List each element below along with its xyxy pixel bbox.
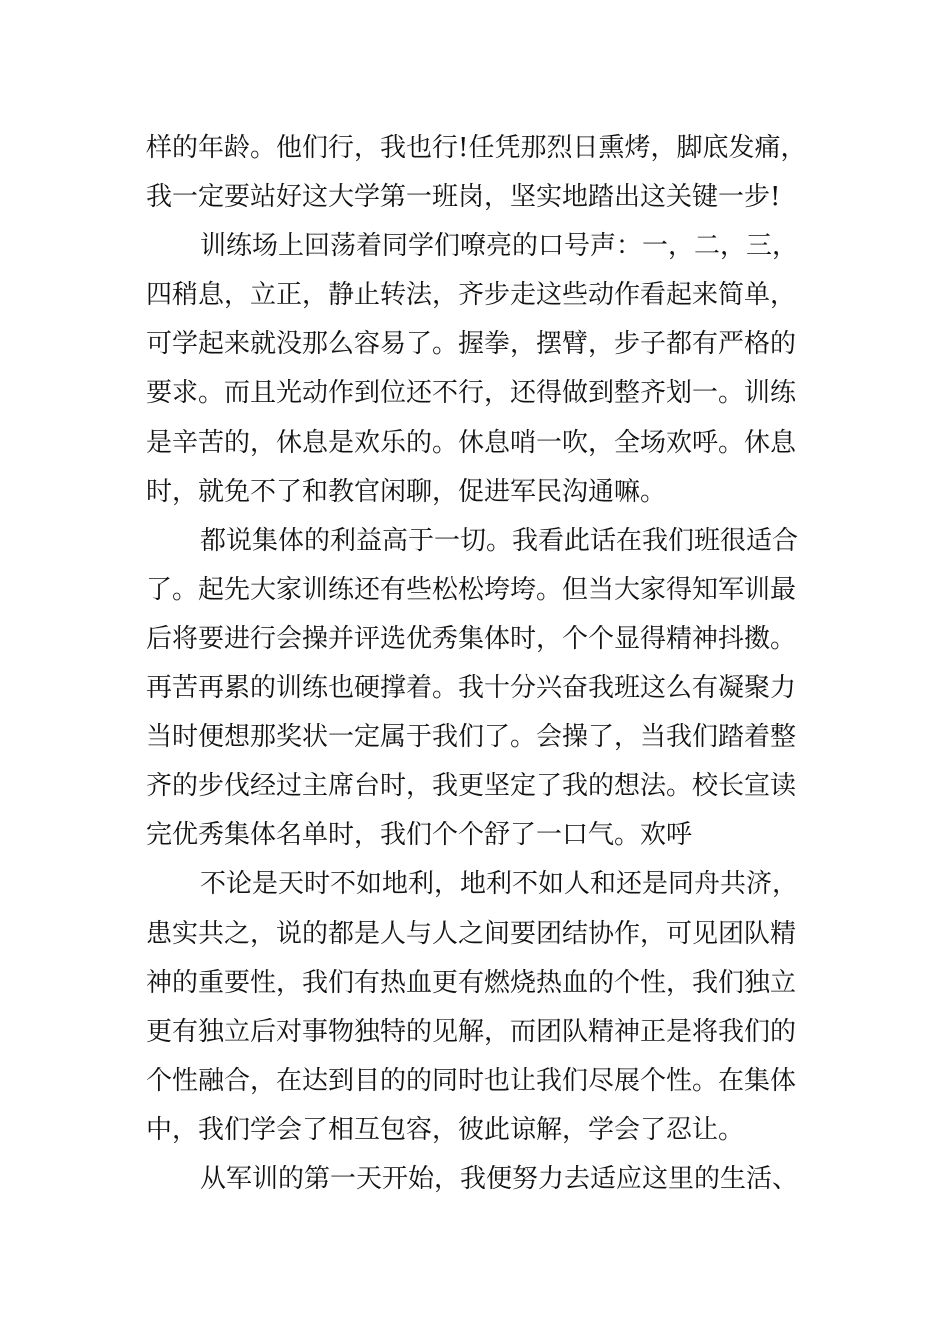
text-line: 了。起先大家训练还有些松松垮垮。但当大家得知军训最 <box>146 574 797 605</box>
text-line: 患实共之，说的都是人与人之间要团结协作，可见团队精 <box>146 918 797 949</box>
text-line: 后将要进行会操并评选优秀集体时，个个显得精神抖擞。 <box>146 623 797 654</box>
body-text <box>146 124 810 1204</box>
text-line: 四稍息，立正，静止转法，齐步走这些动作看起来简单， <box>146 280 797 311</box>
text-line: 齐的步伐经过主席台时，我更坚定了我的想法。校长宣读 <box>146 771 797 802</box>
paragraph-first-line: 训练场上回荡着同学们嘹亮的口号声：一，二，三， <box>200 231 799 262</box>
text-line: 要求。而且光动作到位还不行，还得做到整齐划一。训练 <box>146 378 797 409</box>
text-line: 中，我们学会了相互包容，彼此谅解，学会了忍让。 <box>146 1114 745 1145</box>
text-line: 更有独立后对事物独特的见解，而团队精神正是将我们的 <box>146 1016 797 1047</box>
paragraph-first-line: 从军训的第一天开始，我便努力去适应这里的生活、 <box>200 1163 799 1194</box>
text-line: 可学起来就没那么容易了。握拳，摆臂，步子都有严格的 <box>146 329 797 360</box>
text-line: 当时便想那奖状一定属于我们了。会操了，当我们踏着整 <box>146 722 797 753</box>
text-line: 神的重要性，我们有热血更有燃烧热血的个性，我们独立 <box>146 967 797 998</box>
text-line: 个性融合，在达到目的的同时也让我们尽展个性。在集体 <box>146 1065 797 1096</box>
text-line: 时，就免不了和教官闲聊，促进军民沟通嘛。 <box>146 476 667 507</box>
text-line: 样的年龄。他们行，我也行!任凭那烈日熏烤，脚底发痛， <box>146 133 807 163</box>
text-line: 我一定要站好这大学第一班岗，坚实地踏出这关键一步! <box>146 182 781 213</box>
text-line: 完优秀集体名单时，我们个个舒了一口气。欢呼 <box>146 820 693 851</box>
text-line: 是辛苦的，休息是欢乐的。休息哨一吹，全场欢呼。休息 <box>146 427 797 458</box>
paragraph-first-line: 不论是天时不如地利，地利不如人和还是同舟共济， <box>200 869 799 900</box>
text-line: 再苦再累的训练也硬撑着。我十分兴奋我班这么有凝聚力 <box>146 673 797 704</box>
paragraph-first-line: 都说集体的利益高于一切。我看此话在我们班很适合 <box>200 525 799 556</box>
